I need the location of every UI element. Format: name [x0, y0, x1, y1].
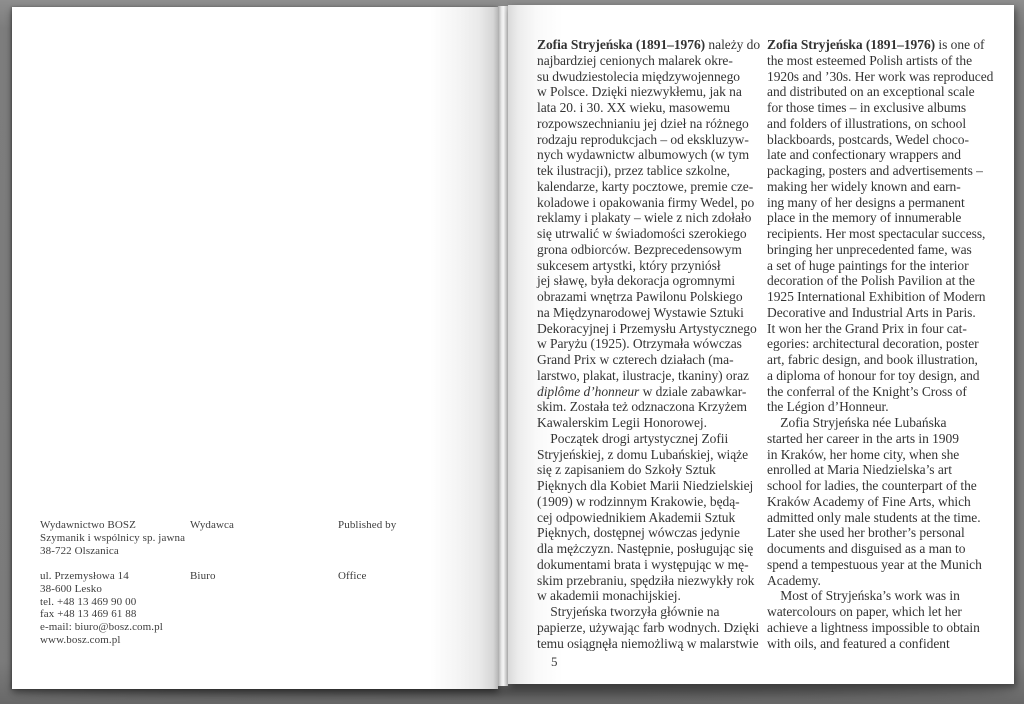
text-line: diplôme d’honneur w dziale zabawkar-	[537, 383, 747, 399]
published-by-label: Published by	[338, 519, 397, 531]
text-line: Pięknych dla Kobiet Marii Niedzielskiej	[537, 478, 754, 493]
text-line: (1909) w rodzinnym Krakowie, będą-	[537, 493, 740, 509]
text-line: e-mail: biuro@bosz.com.pl	[40, 621, 163, 634]
text-line: the most esteemed Polish artists of the	[767, 52, 973, 68]
text-line: Kawalerskim Legii Honorowej.	[537, 415, 707, 430]
text-line: Zofia Stryjeńska (1891–1976) należy do	[537, 37, 761, 52]
text-line: blackboards, postcards, Wedel choco-	[767, 131, 969, 147]
left-page	[12, 7, 498, 689]
text-line: Stryjeńskiej, z domu Lubańskiej, wiąże	[537, 446, 749, 462]
biuro-label: Biuro	[190, 570, 216, 582]
text-line: Academy.	[767, 572, 821, 588]
text-line: 38-600 Lesko	[40, 582, 102, 595]
page-number: 5	[551, 654, 558, 669]
text-line: late and confectionary wrappers and	[767, 147, 961, 163]
text-line: Wydawnictwo BOSZ	[40, 519, 136, 531]
text-line: packaging, posters and advertisements –	[767, 163, 983, 178]
text-line: Początek drogi artystycznej Zofii	[537, 430, 729, 446]
text-line: started her career in the arts in 1909	[767, 430, 959, 446]
text-line: watercolours on paper, which let her	[767, 604, 962, 619]
text-line: rodzaju reprodukcjach – od ekskluzyw-	[537, 131, 749, 147]
text-line: tek ilustracji), przez tablice szkolne,	[537, 163, 730, 178]
text-line: rozpowszechnianiu jej dzieł na różnego	[537, 115, 749, 131]
text-line: a set of huge paintings for the interior	[767, 257, 969, 273]
text-line: with oils, and featured a confident	[767, 635, 950, 651]
text-line: bringing her unprecedented fame, was	[767, 241, 972, 257]
text-line: ul. Przemysłowa 14	[40, 570, 129, 582]
text-line: grona odbiorców. Bezprecedensowym	[537, 241, 742, 257]
text-line: Zofia Stryjeńska née Lubańska	[767, 415, 947, 430]
text-line: su dwudziestolecia międzywojennego	[537, 68, 740, 84]
text-line: making her widely known and earn-	[767, 178, 961, 194]
text-line: and folders of illustrations, on school	[767, 115, 967, 131]
text-line: lata 20. i 30. XX wieku, masowemu	[537, 100, 730, 115]
text-line: fax +48 13 469 61 88	[40, 608, 137, 621]
text-line: achieve a lightness impossible to obtain	[767, 619, 980, 635]
text-line: the conferral of the Knight’s Cross of	[767, 383, 967, 399]
text-line: nych wydawnictw albumowych (w tym	[537, 147, 750, 163]
text-line: spend a tempestuous year at the Munich	[767, 556, 982, 572]
text-line: larstwo, plakat, ilustracje, tkaniny) oraz	[537, 367, 749, 383]
publisher-address-block	[40, 519, 185, 557]
text-line: tel. +48 13 469 90 00	[40, 595, 137, 608]
text-line: art, fabric design, and book illustration,	[767, 352, 978, 367]
text-line: najbardziej cenionych malarek okre-	[537, 52, 733, 68]
text-line: It won her the Grand Prix in four cat-	[767, 320, 967, 336]
text-line: egories: architectural decoration, poster	[767, 336, 979, 352]
text-line: cej odpowiednikiem Akademii Sztuk	[537, 509, 736, 525]
text-line: documents and disguised as a man to	[767, 541, 966, 556]
text-line: koladowe i opakowania firmy Wedel, po	[537, 194, 755, 210]
text-line: dokumentami brata i występując w mę-	[537, 556, 749, 572]
text-line: place in the memory of innumerable	[767, 210, 962, 226]
text-line: recipients. Her most spectacular success,	[767, 226, 986, 241]
text-line: enrolled at Maria Niedzielska’s art	[767, 462, 952, 478]
book-gutter	[498, 6, 508, 686]
polish-text-column	[537, 37, 765, 651]
text-line: reklamy i plakaty – wiele z nich zdołało	[537, 210, 752, 226]
text-line: na Międzynarodowej Wystawie Sztuki	[537, 304, 744, 320]
text-line: skim. Została też odznaczona Krzyżem	[537, 399, 747, 415]
text-line: www.bosz.com.pl	[40, 633, 121, 646]
text-line: Grand Prix w czterech działach (ma-	[537, 352, 734, 367]
english-text-column	[767, 37, 1005, 651]
text-line: in Kraków, her home city, when she	[767, 446, 960, 462]
text-line: 38-722 Olszanica	[40, 544, 119, 557]
text-line: skim przebraniu, spędziła niezwykły rok	[537, 572, 755, 588]
text-line: w Polsce. Dzięki niezwykłemu, jak na	[537, 84, 742, 100]
right-page	[508, 5, 1014, 684]
text-line: Pięknych, dostępnej wówczas jedynie	[537, 525, 740, 541]
text-line: Kraków Academy of Fine Arts, which	[767, 493, 971, 509]
text-line: a diploma of honour for toy design, and	[767, 367, 980, 383]
text-line: school for ladies, the counterpart of the	[767, 478, 977, 493]
text-line: admitted only male students at the time.	[767, 509, 981, 525]
office-contact-block	[40, 570, 163, 647]
text-line: się z zapisaniem do Szkoły Sztuk	[537, 462, 716, 478]
text-line: Dekoracyjnej i Przemysłu Artystycznego	[537, 320, 757, 336]
text-line: obrazami wnętrza Pawilonu Polskiego	[537, 289, 743, 304]
text-line: the Légion d’Honneur.	[767, 399, 889, 415]
wydawca-label: Wydawca	[190, 519, 235, 531]
text-line: papierze, używając farb wodnych. Dzięki	[537, 619, 760, 635]
text-line: for those times – in exclusive albums	[767, 100, 967, 115]
text-line: ing many of her designs a permanent	[767, 194, 965, 210]
text-line: sukcesem artystki, który przyniósł	[537, 257, 721, 273]
text-line: Most of Stryjeńska’s work was in	[767, 588, 960, 604]
text-line: w akademii monachijskiej.	[537, 588, 681, 604]
text-line: się utrwalić w świadomości szerokiego	[537, 226, 747, 241]
text-line: Stryjeńska tworzyła głównie na	[537, 604, 720, 619]
text-line: jej sławę, była dekoracja ogromnymi	[537, 273, 736, 289]
text-line: w Paryżu (1925). Otrzymała wówczas	[537, 336, 742, 352]
text-line: 1920s and ’30s. Her work was reproduced	[767, 68, 994, 84]
text-line: temu osiągnęła niemożliwą w malarstwie	[537, 635, 759, 651]
office-label: Office	[338, 570, 367, 582]
text-line: Zofia Stryjeńska (1891–1976) is one of	[767, 37, 985, 52]
text-line: dla mężczyzn. Następnie, posługując się	[537, 541, 754, 556]
text-line: Later she used her brother’s personal	[767, 525, 965, 541]
text-line: kalendarze, karty pocztowe, premie cze-	[537, 178, 754, 194]
text-line: decoration of the Polish Pavilion at the	[767, 273, 975, 289]
text-line: and distributed on an exceptional scale	[767, 84, 975, 100]
text-line: 1925 International Exhibition of Modern	[767, 289, 986, 304]
text-line: Szymanik i wspólnicy sp. jawna	[40, 531, 186, 544]
text-line: Decorative and Industrial Arts in Paris.	[767, 304, 976, 320]
